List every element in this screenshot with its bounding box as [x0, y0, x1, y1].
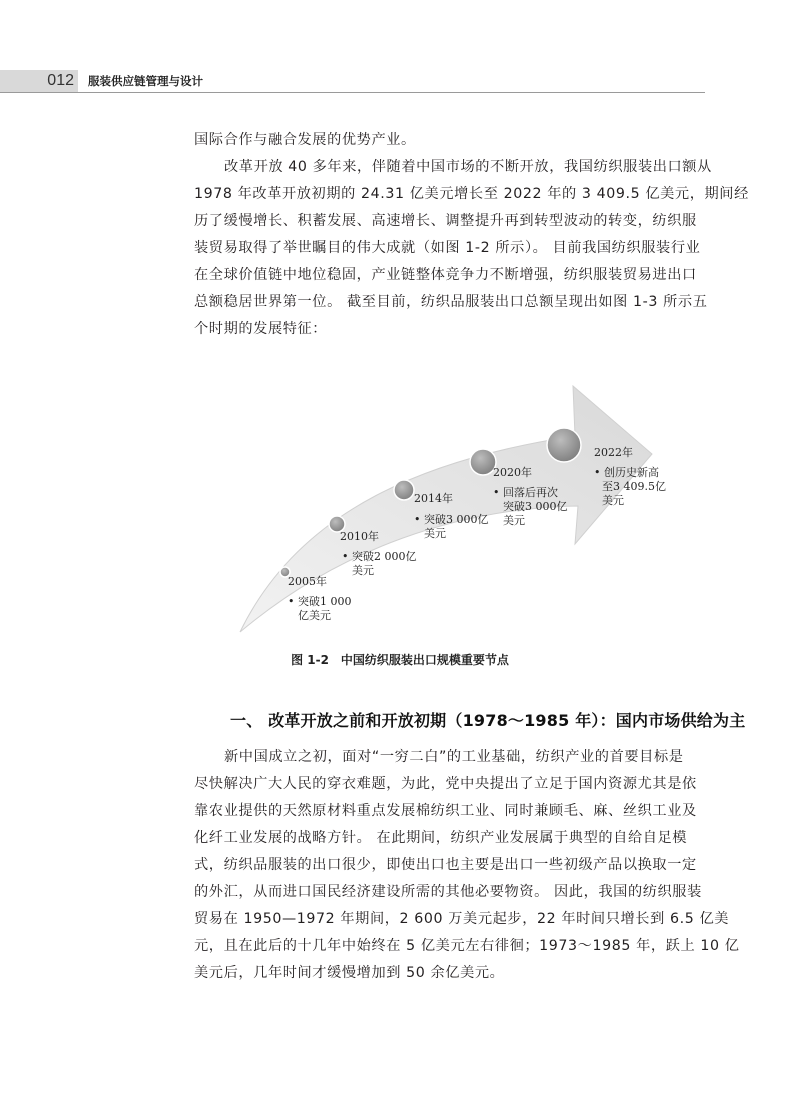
text-line: 历了缓慢增长、积蓄发展、高速增长、调整提升再到转型波动的转变，纺织服 [194, 213, 697, 229]
figure-number: 图 1-2 [291, 653, 329, 667]
milestone-text-2020: 突破3 000亿 [503, 500, 568, 513]
milestone-year-2010: 2010年 [340, 530, 379, 543]
text-line: 在全球价值链中地位稳固，产业链整体竞争力不断增强，纺织服装贸易进出口 [194, 267, 697, 283]
header-rule [0, 92, 705, 93]
figure-caption [0, 651, 800, 668]
milestone-text-2020: 美元 [503, 514, 525, 527]
milestone-year-2020: 2020年 [493, 466, 532, 479]
text-line: 化纤工业发展的战略方针。 在此期间，纺织产业发展属于典型的自给自足模 [194, 830, 688, 846]
milestone-year-2014: 2014年 [414, 492, 453, 505]
text-line: 式，纺织品服装的出口很少，即使出口也主要是出口一些初级产品以换取一定 [194, 857, 697, 873]
section-heading: 一、 改革开放之前和开放初期（1978～1985 年）：国内市场供给为主 [230, 711, 746, 730]
milestone-text-2005: • 突破1 000 [288, 595, 352, 608]
milestone-year-2005: 2005年 [288, 575, 327, 588]
text-line: 总额稳居世界第一位。 截至目前，纺织品服装出口总额呈现出如图 1-3 所示五 [194, 294, 708, 310]
milestone-year-2022: 2022年 [594, 446, 633, 459]
milestone-arrow-diagram [230, 378, 730, 640]
text-line: 的外汇，从而进口国民经济建设所需的其他必要物资。 因此，我国的纺织服装 [194, 884, 702, 900]
text-line: 尽快解决广大人民的穿衣难题，为此，党中央提出了立足于国内资源尤其是依 [194, 776, 697, 792]
text-line: 国际合作与融合发展的优势产业。 [194, 132, 416, 148]
book-title: 服装供应链管理与设计 [88, 74, 203, 88]
text-line: 贸易在 1950—1972 年期间，2 600 万美元起步，22 年时间只增长到 6.5 亿美 [194, 911, 730, 927]
milestone-text-2005: 亿美元 [298, 609, 331, 622]
paragraph-early-period [194, 744, 740, 987]
text-line: 装贸易取得了举世瞩目的伟大成就（如图 1-2 所示）。 目前我国纺织服装行业 [194, 240, 701, 256]
milestone-text-2014: • 突破3 000亿 [414, 513, 489, 526]
milestone-text-2022: 至3 409.5亿 [602, 480, 666, 493]
milestone-dot-2022 [547, 428, 581, 462]
paragraph-reform [194, 154, 749, 343]
milestone-text-2022: 美元 [602, 494, 624, 507]
page-number: 012 [47, 72, 74, 89]
milestone-text-2010: • 突破2 000亿 [342, 550, 417, 563]
running-header [0, 70, 705, 92]
milestone-text-2014: 美元 [424, 527, 446, 540]
figure-title: 中国纺织服装出口规模重要节点 [340, 653, 509, 667]
text-line: 元，且在此后的十几年中始终在 5 亿美元左右徘徊；1973～1985 年，跃上 10 亿 [194, 938, 740, 954]
milestone-text-2010: 美元 [352, 564, 374, 577]
text-line: 改革开放 40 多年来，伴随着中国市场的不断开放，我国纺织服装出口额从 [224, 159, 712, 175]
text-line: 美元后，几年时间才缓慢增加到 50 余亿美元。 [194, 965, 505, 981]
text-line: 1978 年改革开放初期的 24.31 亿美元增长至 2022 年的 3 409.5 亿美元，期间经 [194, 186, 749, 202]
milestone-text-2020: • 回落后再次 [493, 486, 558, 499]
text-line: 靠农业提供的天然原材料重点发展棉纺织工业、同时兼顾毛、麻、丝织工业及 [194, 803, 697, 819]
text-line: 个时期的发展特征： [194, 321, 328, 337]
milestone-dot-2014 [394, 480, 414, 500]
paragraph-continuation [194, 127, 712, 154]
figure-export-milestones [230, 378, 730, 640]
text-line: 新中国成立之初，面对“一穷二白”的工业基础，纺织产业的首要目标是 [224, 749, 684, 765]
milestone-text-2022: • 创历史新高 [594, 466, 659, 479]
